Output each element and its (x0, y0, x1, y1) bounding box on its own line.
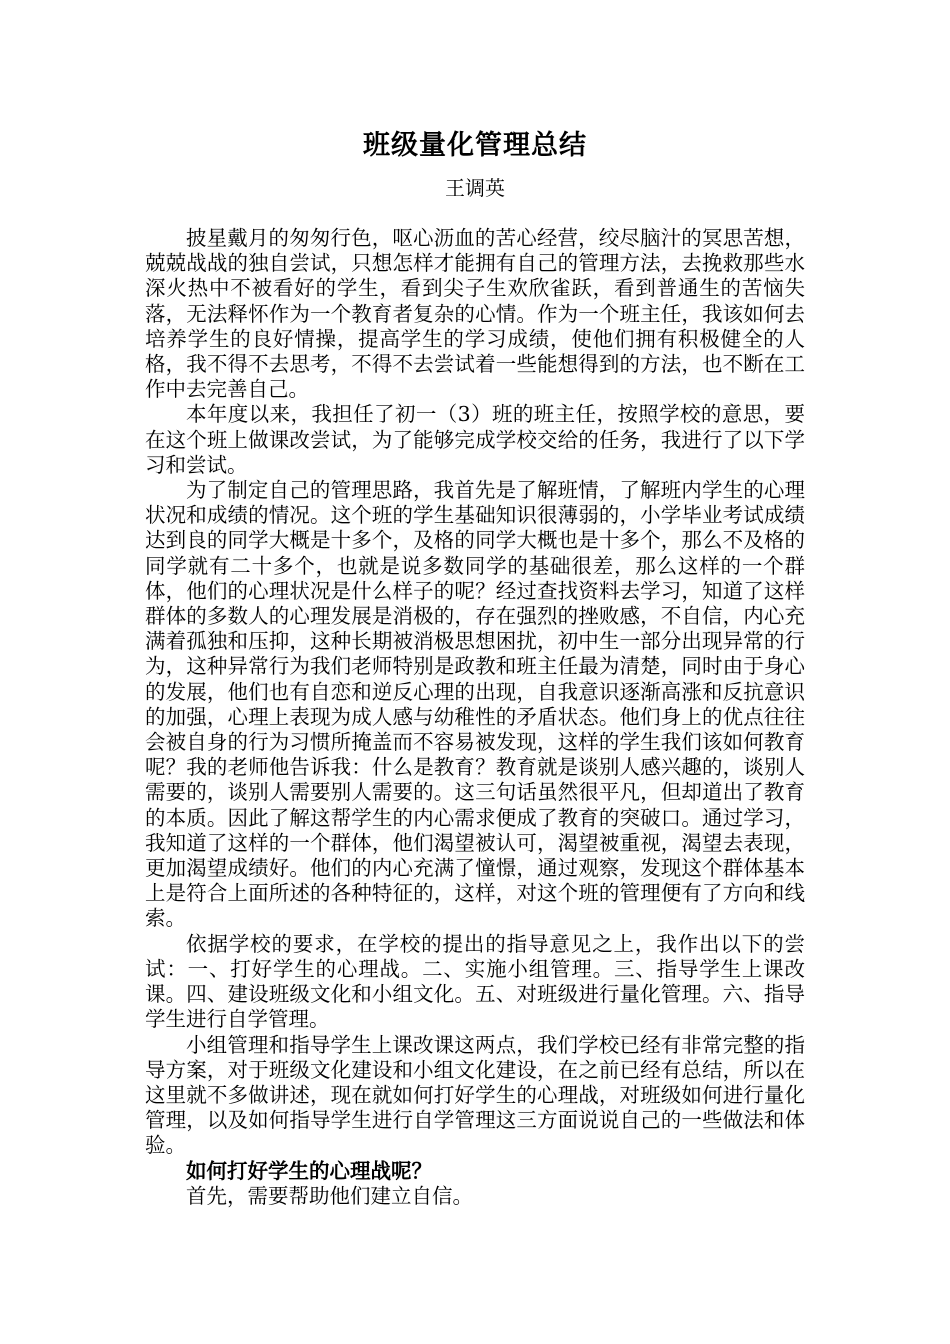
paragraph: 依据学校的要求，在学校的提出的指导意见之上，我作出以下的尝试：一、打好学生的心理战。二、实施小组管理。三、指导学生上课改课。四、建设班级文化和小组文化。五、对班级进行量化管理。六、指导学生进行自学管理。 (145, 931, 805, 1032)
paragraph: 为了制定自己的管理思路，我首先是了解班情，了解班内学生的心理状况和成绩的情况。这个班的学生基础知识很薄弱的，小学毕业考试成绩达到良的同学大概是十多个，及格的同学大概也是十多个，那么不及格的同学就有二十多个，也就是说多数同学的基础很差，那么这样的一个群体，他们的心理状况是什么样子的呢？经过查找资料去学习，知道了这样群体的多数人的心理发展是消极的，存在强烈的挫败感，不自信，内心充满着孤独和压抑，这种长期被消极思想困扰，初中生一部分出现异常的行为，这种异常行为我们老师特别是政教和班主任最为清楚，同时由于身心的发展，他们也有自恋和逆反心理的出现，自我意识逐渐高涨和反抗意识的加强，心理上表现为成人感与幼稚性的矛盾状态。他们身上的优点往往会被自身的行为习惯所掩盖而不容易被发现，这样的学生我们该如何教育呢？我的老师他告诉我：什么是教育？教育就是谈别人感兴趣的，谈别人需要的，谈别人需要别人需要的。这三句话虽然很平凡，但却道出了教育的本质。因此了解这帮学生的内心需求便成了教育的突破口。通过学习，我知道了这样的一个群体，他们渴望被认可，渴望被重视，渴望去表现，更加渴望成绩好。他们的内心充满了憧憬，通过观察，发现这个群体基本上是符合上面所述的各种特征的，这样，对这个班的管理便有了方向和线索。 (145, 478, 805, 931)
paragraph: 首先，需要帮助他们建立自信。 (186, 1183, 473, 1208)
document-body (145, 226, 805, 1209)
paragraph: 小组管理和指导学生上课改课这两点，我们学校已经有非常完整的指导方案，对于班级文化建设和小组文化建设，在之前已经有总结，所以在这里就不多做讲述，现在就如何打好学生的心理战，对班级如何进行量化管理，以及如何指导学生进行自学管理这三方面说说自己的一些做法和体验。 (145, 1032, 805, 1158)
paragraph: 披星戴月的匆匆行色，呕心沥血的苦心经营，绞尽脑汁的冥思苦想，兢兢战战的独自尝试，只想怎样才能拥有自己的管理方法，去挽救那些水深火热中不被看好的学生，看到尖子生欢欣雀跃，看到普通生的苦恼失落，无法释怀作为一个教育者复杂的心情。作为一个班主任，我该如何去培养学生的良好情操，提高学生的学习成绩，使他们拥有积极健全的人格，我不得不去思考，不得不去尝试着一些能想得到的方法，也不断在工作中去完善自己。 (145, 226, 805, 402)
document-author: 王调英 (445, 176, 505, 200)
paragraph: 本年度以来，我担任了初一（3）班的班主任，按照学校的意思，要在这个班上做课改尝试，为了能够完成学校交给的任务，我进行了以下学习和尝试。 (145, 402, 805, 477)
section-heading: 如何打好学生的心理战呢？ (186, 1158, 432, 1183)
document-title: 班级量化管理总结 (363, 130, 587, 161)
